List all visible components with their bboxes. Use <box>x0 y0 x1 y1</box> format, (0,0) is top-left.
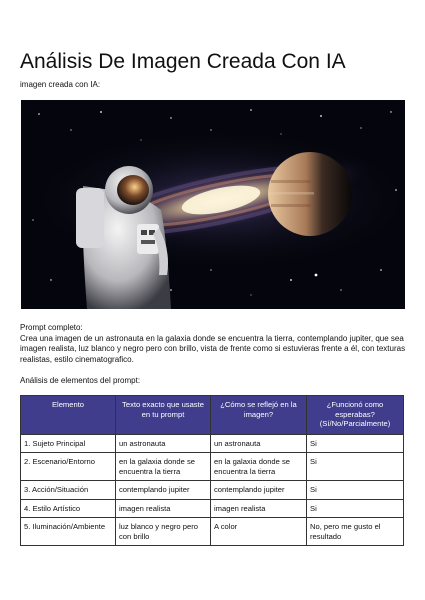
page-title: Análisis De Imagen Creada Con IA <box>20 50 346 73</box>
table-cell: en la galaxia donde se encuentra la tierra <box>116 453 211 481</box>
table-cell: en la galaxia donde se encuentra la tierra <box>211 453 307 481</box>
table-cell: 4. Estilo Artístico <box>21 499 116 518</box>
analysis-table <box>20 395 404 546</box>
table-row <box>21 481 404 500</box>
table-cell: A color <box>211 518 307 546</box>
table-cell: 1. Sujeto Principal <box>21 434 116 453</box>
table-row <box>21 434 404 453</box>
table-cell: contemplando jupiter <box>211 481 307 500</box>
header-elemento: Elemento <box>21 396 116 435</box>
table-cell: Si <box>307 434 404 453</box>
table-cell: imagen realista <box>211 499 307 518</box>
table-row <box>21 518 404 546</box>
table-cell: imagen realista <box>116 499 211 518</box>
table-cell: No, pero me gusto el resultado <box>307 518 404 546</box>
table-cell: Si <box>307 453 404 481</box>
header-texto-exacto: Texto exacto que usaste en tu prompt <box>116 396 211 435</box>
header-funciono: ¿Funcionó como esperabas? (Sí/No/Parcialmente) <box>307 396 404 435</box>
table-cell: contemplando jupiter <box>116 481 211 500</box>
generated-image <box>21 100 405 309</box>
analysis-heading: Análisis de elementos del prompt: <box>20 376 141 385</box>
image-caption: imagen creada con IA: <box>20 80 101 89</box>
prompt-text: Crea una imagen de un astronauta en la galaxia donde se encuentra la tierra, contemplando jupiter, que sea imagen realista, luz blanco y negro pero con brillo, vista de frente como si estuvieras frente a él, con texturas realistas, estilo cinematografico. <box>20 333 406 364</box>
table-header-row <box>21 396 404 435</box>
table-cell: 5. Iluminación/Ambiente <box>21 518 116 546</box>
table-row <box>21 499 404 518</box>
table-cell: 3. Acción/Situación <box>21 481 116 500</box>
table-cell: Si <box>307 481 404 500</box>
table-row <box>21 453 404 481</box>
table-cell: luz blanco y negro pero con brillo <box>116 518 211 546</box>
prompt-section <box>20 323 406 365</box>
table-cell: Si <box>307 499 404 518</box>
table-cell: 2. Escenario/Entorno <box>21 453 116 481</box>
header-como-se-reflejo: ¿Cómo se reflejó en la imagen? <box>211 396 307 435</box>
prompt-heading: Prompt completo: <box>20 323 83 332</box>
astronaut-galaxy-illustration <box>21 100 405 309</box>
table-cell: un astronauta <box>211 434 307 453</box>
table-cell: un astronauta <box>116 434 211 453</box>
